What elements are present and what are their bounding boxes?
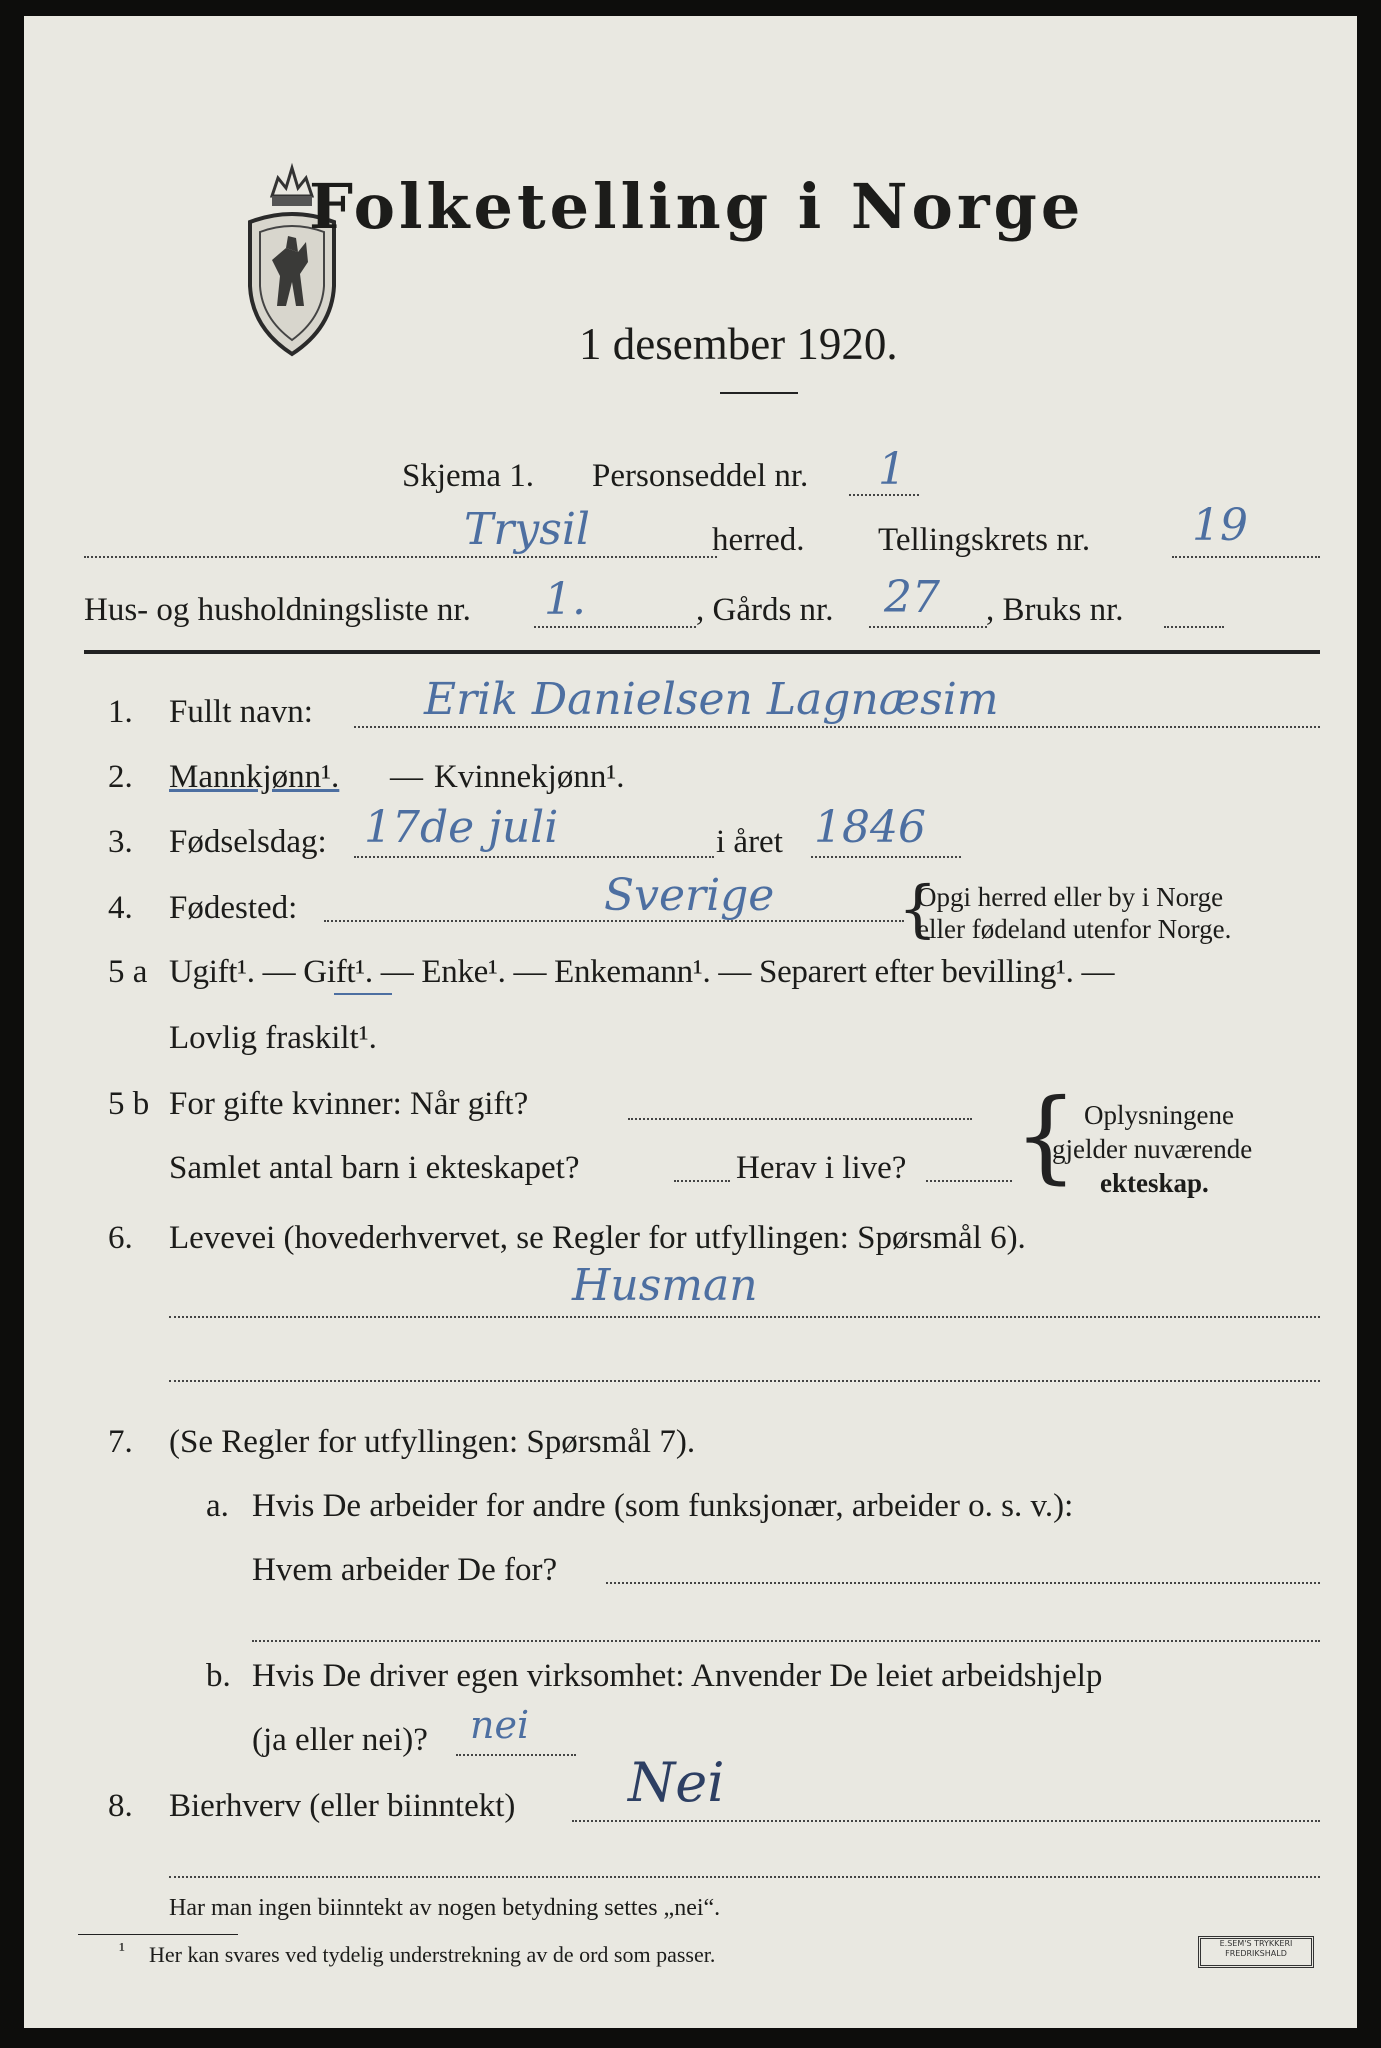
q5b-number: 5 b xyxy=(108,1086,150,1122)
q5b-note-brace: { xyxy=(1014,1077,1078,1194)
bruks-label: , Bruks nr. xyxy=(986,592,1124,628)
footer-note: Har man ingen biinntekt av nogen betydning settes „nei“. xyxy=(169,1895,721,1921)
q6-line2 xyxy=(169,1380,1320,1382)
q7a-line2: Hvem arbeider De for? xyxy=(252,1552,558,1588)
tellingskrets-label: Tellingskrets nr. xyxy=(878,522,1091,558)
personseddel-label: Personseddel nr. xyxy=(592,458,809,494)
q5b-note-line3: ekteskap. xyxy=(1100,1168,1209,1198)
skjema-label: Skjema 1. xyxy=(402,458,534,494)
printer-stamp-line1: E.SEM'S TRYKKERI xyxy=(1219,1939,1293,1948)
header-rule xyxy=(84,650,1320,654)
herred-line xyxy=(84,556,717,558)
q5a-gift-underline xyxy=(334,993,392,995)
tellingskrets-value: 19 xyxy=(1192,500,1248,551)
q5b-line1: For gifte kvinner: Når gift? xyxy=(169,1086,529,1122)
q3-year-line xyxy=(811,856,961,858)
q5b-alive-label: Herav i live? xyxy=(736,1150,907,1186)
q2-male-option: Mannkjønn¹. xyxy=(169,759,340,795)
q2-number: 2. xyxy=(108,759,133,795)
q3-label: Fødselsdag: xyxy=(169,824,327,860)
q5a-options-line1: Ugift¹. — Gift¹. — Enke¹. — Enkemann¹. — Separert efter bevilling¹. — xyxy=(169,954,1115,990)
q8-line2 xyxy=(169,1876,1320,1878)
q5b-note-line2: gjelder nuværende xyxy=(1052,1134,1253,1164)
q7-number: 7. xyxy=(108,1424,133,1460)
title-divider xyxy=(720,392,798,394)
gards-value: 27 xyxy=(884,572,940,623)
census-date: 1 desember 1920. xyxy=(579,319,898,369)
q4-number: 4. xyxy=(108,890,133,926)
q4-note-line2: eller fødeland utenfor Norge. xyxy=(917,914,1232,944)
q4-value: Sverige xyxy=(604,870,775,921)
census-form-sheet xyxy=(24,16,1357,2028)
q5a-number: 5 a xyxy=(108,954,148,990)
q3-year-label: i året xyxy=(716,824,783,860)
q7a-line1: Hvis De arbeider for andre (som funksjonær, arbeider o. s. v.): xyxy=(252,1488,1074,1524)
q7-label: (Se Regler for utfyllingen: Spørsmål 7). xyxy=(169,1424,696,1460)
q7b-letter: b. xyxy=(206,1658,231,1694)
q2-female-option: Kvinnekjønn¹. xyxy=(434,759,625,795)
footnote-text: Her kan svares ved tydelig understrekning av de ord som passer. xyxy=(149,1942,716,1967)
q7a-employer-line xyxy=(606,1582,1320,1584)
q8-number: 8. xyxy=(108,1788,133,1824)
q4-label: Fødested: xyxy=(169,890,298,926)
q6-value: Husman xyxy=(572,1260,758,1311)
q4-note-brace: { xyxy=(898,872,938,945)
q5b-children-label: Samlet antal barn i ekteskapet? xyxy=(169,1150,580,1186)
hus-value: 1. xyxy=(544,574,586,625)
q6-line1 xyxy=(169,1316,1320,1318)
printer-stamp xyxy=(1198,1936,1314,1968)
printer-stamp-line2: FREDRIKSHALD xyxy=(1225,1949,1287,1958)
q8-line xyxy=(572,1820,1320,1822)
q5b-children-line xyxy=(674,1180,730,1182)
q5b-when-line xyxy=(628,1118,972,1120)
herred-value: Trysil xyxy=(464,504,590,555)
gards-label: , Gårds nr. xyxy=(696,592,834,628)
q3-day-line xyxy=(354,856,714,858)
footnote-rule xyxy=(78,1934,238,1935)
q5a-options-line2: Lovlig fraskilt¹. xyxy=(169,1020,377,1056)
q7a-extra-line xyxy=(252,1640,1320,1642)
q7b-answer-line xyxy=(456,1754,576,1756)
footnote-mark: ¹ xyxy=(119,1939,125,1961)
q5b-alive-line xyxy=(926,1180,1012,1182)
q3-number: 3. xyxy=(108,824,133,860)
q7b-line2: (ja eller nei)? xyxy=(252,1722,428,1758)
form-title: Folketelling i Norge xyxy=(309,170,1085,243)
q6-label: Levevei (hovederhvervet, se Regler for utfyllingen: Spørsmål 6). xyxy=(169,1220,1026,1256)
q7a-letter: a. xyxy=(206,1488,229,1524)
q1-line xyxy=(354,726,1320,728)
q8-value: Nei xyxy=(628,1751,725,1814)
q7b-line1: Hvis De driver egen virksomhet: Anvender De leiet arbeidshjelp xyxy=(252,1658,1103,1694)
bruks-line xyxy=(1164,626,1224,628)
tellingskrets-line xyxy=(1172,556,1320,558)
q1-label: Fullt navn: xyxy=(169,694,313,730)
q3-year-value: 1846 xyxy=(814,802,926,853)
herred-label: herred. xyxy=(712,522,805,558)
q8-label: Bierhverv (eller biinntekt) xyxy=(169,1788,516,1824)
q5b-note-line1: Oplysningene xyxy=(1084,1100,1234,1130)
q1-number: 1. xyxy=(108,694,133,730)
q3-day-value: 17de juli xyxy=(364,802,559,853)
q6-number: 6. xyxy=(108,1220,133,1256)
hus-line xyxy=(534,626,696,628)
q7b-value: nei xyxy=(470,1703,530,1747)
q2-dash: — xyxy=(390,759,423,795)
q4-note-line1: Opgi herred eller by i Norge xyxy=(917,882,1224,912)
gards-line xyxy=(869,626,987,628)
personseddel-value: 1 xyxy=(878,444,906,495)
hus-label: Hus- og husholdningsliste nr. xyxy=(84,592,471,628)
q1-value: Erik Danielsen Lagnæsim xyxy=(424,674,999,725)
